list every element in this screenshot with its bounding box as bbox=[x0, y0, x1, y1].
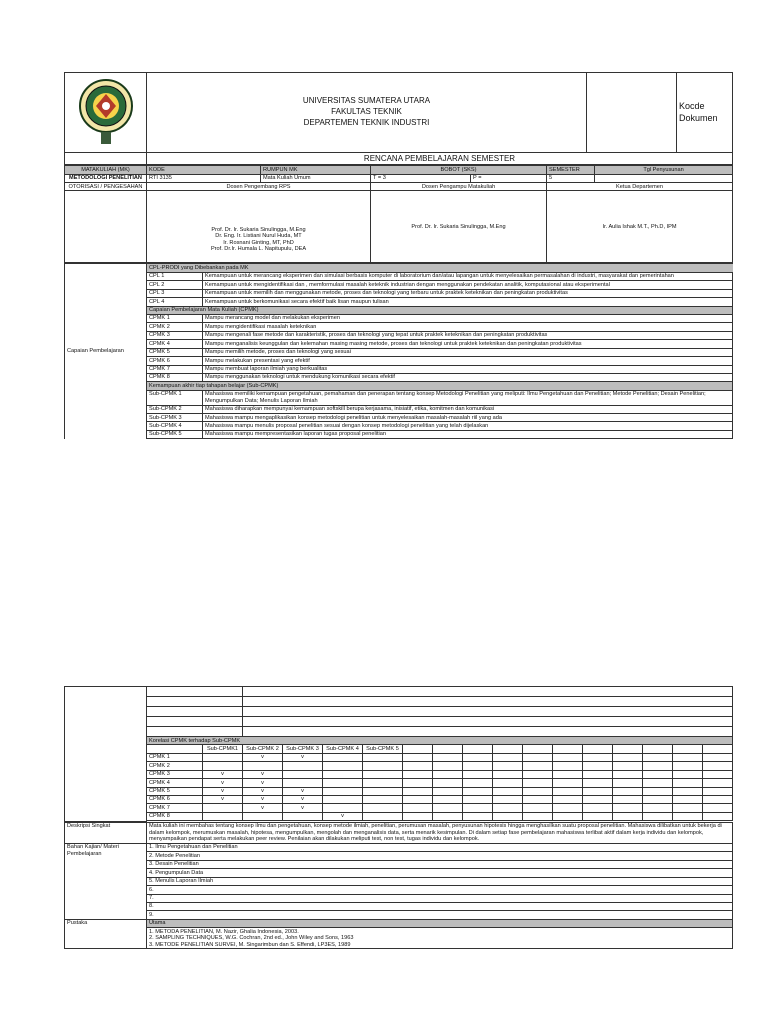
institution-title bbox=[147, 73, 587, 153]
rps-page-1 bbox=[64, 72, 732, 439]
sub-cpmk-code: Sub-CPMK 1 bbox=[147, 390, 203, 405]
sub-cpmk-text: Mahasiswa mampu mengaplikasikan konsep metodologi penelitian untuk menyelesaikan masalah-masalah riil yang ada bbox=[203, 414, 733, 422]
ketua-header: Ketua Departemen bbox=[547, 183, 733, 191]
korelasi-row bbox=[65, 770, 733, 778]
university-name: UNIVERSITAS SUMATERA UTARA bbox=[302, 96, 431, 106]
bahan-item: 5. Menulis Laporan Ilmiah bbox=[147, 877, 733, 885]
course-group: Mata Kuliah Umum bbox=[261, 174, 371, 182]
korelasi-check bbox=[203, 753, 243, 761]
cpmk-text: Mampu membuat laporan ilmiah yang berkualitas bbox=[203, 365, 733, 373]
cpmk-code: CPMK 3 bbox=[147, 331, 203, 339]
korelasi-check: v bbox=[243, 804, 283, 812]
korelasi-row-label: CPMK 2 bbox=[147, 762, 203, 770]
korelasi-check bbox=[203, 812, 243, 820]
sub-cpmk-section-header: Kemampuan akhir tiap tahapan belajar (Sub-CPMK) bbox=[147, 382, 733, 390]
matakuliah-header: MATAKULIAH (MK) bbox=[65, 166, 147, 174]
cpmk-section-header: Capaian Pembelajaran Mata Kuliah (CPMK) bbox=[147, 306, 733, 314]
course-code: RTI 3135 bbox=[147, 174, 261, 182]
korelasi-check bbox=[243, 762, 283, 770]
capaian-table bbox=[64, 263, 733, 439]
semester-header: SEMESTER bbox=[547, 166, 595, 174]
bahan-label: Bahan Kajian/ Materi Pembelajaran bbox=[65, 843, 147, 919]
korelasi-check bbox=[323, 770, 363, 778]
cpmk-code: CPMK 5 bbox=[147, 348, 203, 356]
pengembang-header: Dosen Pengembang RPS bbox=[147, 183, 371, 191]
korelasi-check bbox=[323, 779, 363, 787]
korelasi-check bbox=[243, 812, 283, 820]
cpl-code: CPL 3 bbox=[147, 289, 203, 297]
sub-cpmk-text: Mahasiswa mampu mempresentasikan laporan tugas proposal penelitian bbox=[203, 430, 733, 438]
korelasi-row bbox=[65, 787, 733, 795]
cpl-section-header: CPL-PRODI yang Dibebankan pada MK bbox=[147, 264, 733, 272]
korelasi-check: v bbox=[283, 804, 323, 812]
usu-logo-icon bbox=[74, 76, 138, 146]
korelasi-col-header: Sub-CPMK1 bbox=[203, 745, 243, 753]
korelasi-check: v bbox=[243, 770, 283, 778]
korelasi-check: v bbox=[243, 753, 283, 761]
cpmk-text: Mampu mengenali fase metode dan karakteristik, proses dan teknologi yang tepat untuk praktek keteknikan dan peningkatan produktivitas bbox=[203, 331, 733, 339]
sks-theory: T = 3 bbox=[371, 174, 471, 182]
korelasi-check bbox=[363, 762, 403, 770]
deskripsi-label: Deskripsi Singkat bbox=[65, 822, 147, 843]
korelasi-row-label: CPMK 8 bbox=[147, 812, 203, 820]
korelasi-row bbox=[65, 804, 733, 812]
sks-practice: P = bbox=[471, 174, 547, 182]
cpmk-text: Mampu menganalisis keunggulan dan kelemahan masing masing metode, proses dan teknologi untuk praktek keteknikan dan peningkatan produktivitas bbox=[203, 340, 733, 348]
pustaka-item: 3. METODE PENELITIAN SURVEI, M. Singarimbun dan S. Effendi, LP3ES, 1989 bbox=[149, 941, 351, 948]
korelasi-check bbox=[363, 770, 403, 778]
deskripsi-text: Mata kuliah ini membahas tentang konsep ilmu dan pengetahuan, konsep metode ilmiah, penelitian, perumusan masalah, penyusunan hipotesis hingga menghasilkan suatu proposal penelitian. Mahasiswa dilibatkan untuk bekerja di dalam kelompok, merumuskan masalah, hipotesa, mengumpulkan, mengolah dan menganalisis data, serta menarik kesimpulan. Di dalam setiap fase pembelajaran mahasiswa terlibat aktif dalam kerja individu dan kelompok, menyampaikan pendapat serta melakukan peer review. Penilaian akan dilakukan meliputi test, non test, tugas individu dan kelompok. bbox=[147, 822, 733, 843]
document-code-label: Kocde Dokumen bbox=[677, 73, 733, 153]
korelasi-row-label: CPMK 6 bbox=[147, 795, 203, 803]
korelasi-check bbox=[283, 770, 323, 778]
korelasi-check bbox=[363, 787, 403, 795]
header-table bbox=[64, 72, 733, 165]
tgl-value bbox=[595, 174, 733, 182]
cpl-code: CPL 4 bbox=[147, 298, 203, 306]
korelasi-check: v bbox=[243, 779, 283, 787]
korelasi-check bbox=[203, 762, 243, 770]
korelasi-check bbox=[323, 753, 363, 761]
korelasi-check bbox=[283, 762, 323, 770]
kode-header: KODE bbox=[147, 166, 261, 174]
korelasi-check: v bbox=[283, 787, 323, 795]
semester-value: 5 bbox=[547, 174, 595, 182]
korelasi-check bbox=[323, 795, 363, 803]
korelasi-check: v bbox=[243, 787, 283, 795]
pengembang-name: Ir. Rosnani Ginting, MT, PhD bbox=[223, 239, 294, 246]
sub-cpmk-text: Mahasiswa diharapkan mempunyai kemampuan softskill berupa kerjasama, inisiatif, etika, komitmen dan komunikasi bbox=[203, 405, 733, 413]
korelasi-row bbox=[65, 795, 733, 803]
korelasi-check: v bbox=[203, 770, 243, 778]
otorisasi-label: OTORISASI / PENGESAHAN bbox=[65, 183, 147, 191]
sub-cpmk-text: Mahasiswa mampu menulis proposal penelitian sesuai dengan konsep metodologi penelitian yang telah dijelaskan bbox=[203, 422, 733, 430]
korelasi-check bbox=[203, 804, 243, 812]
korelasi-check: v bbox=[243, 795, 283, 803]
korelasi-check: v bbox=[283, 753, 323, 761]
cpmk-code: CPMK 2 bbox=[147, 323, 203, 331]
pustaka-utama: Utama bbox=[147, 919, 733, 927]
bahan-item: 8. bbox=[147, 902, 733, 910]
cpmk-text: Mampu melakukan presentasi yang efektif bbox=[203, 357, 733, 365]
korelasi-check bbox=[323, 762, 363, 770]
bahan-item: 9. bbox=[147, 911, 733, 919]
cpmk-text: Mampu memilih metode, proses dan teknologi yang sesuai bbox=[203, 348, 733, 356]
korelasi-row bbox=[65, 753, 733, 761]
continuation-table bbox=[64, 686, 733, 822]
korelasi-check bbox=[363, 804, 403, 812]
pengembang-name: Prof. Dr.Ir. Humala L. Napitupulu, DEA bbox=[210, 246, 307, 253]
cpmk-code: CPMK 6 bbox=[147, 357, 203, 365]
cpmk-text: Mampu menggunakan teknologi untuk mendukung komunikasi secara efektif bbox=[203, 373, 733, 381]
pengembang-name: Dr. Eng. Ir. Listiani Nurul Huda, MT bbox=[215, 233, 302, 240]
faculty-name: FAKULTAS TEKNIK bbox=[331, 107, 402, 117]
blank-header-cell bbox=[587, 73, 677, 153]
korelasi-check: v bbox=[203, 779, 243, 787]
pustaka-item: 2. SAMPLING TECHNIQUES, W.G. Cochran, 2nd ed., John Wiley and Sons, 1963 bbox=[149, 935, 354, 942]
bahan-item: 6. bbox=[147, 886, 733, 894]
korelasi-row bbox=[65, 779, 733, 787]
korelasi-row-label: CPMK 3 bbox=[147, 770, 203, 778]
bobot-header: BOBOT (SKS) bbox=[371, 166, 547, 174]
sub-cpmk-code: Sub-CPMK 3 bbox=[147, 414, 203, 422]
usu-logo-cell bbox=[65, 73, 147, 153]
document-title: RENCANA PEMBELAJARAN SEMESTER bbox=[147, 153, 733, 165]
cpl-text: Kemampuan untuk memilih dan menggunakan metode, proses dan teknologi yang terbaru untuk praktek keteknikan dan peningkatan produktivitas bbox=[203, 289, 733, 297]
korelasi-header: Korelasi CPMK terhadap Sub-CPMK bbox=[147, 737, 733, 745]
pustaka-list bbox=[147, 928, 733, 949]
korelasi-check: v bbox=[323, 812, 363, 820]
sub-cpmk-code: Sub-CPMK 4 bbox=[147, 422, 203, 430]
korelasi-check bbox=[363, 812, 403, 820]
rumpun-header: RUMPUN MK bbox=[261, 166, 371, 174]
rps-page-2 bbox=[64, 686, 732, 949]
cpmk-text: Mampu merancang model dan melakukan eksperimen bbox=[203, 314, 733, 322]
korelasi-check bbox=[283, 812, 323, 820]
cpl-text: Kemampuan untuk mengidentifikasi dan , memformulasi masalah keteknik industrian dengan menggunakan pendekatan analitik, komputasional atau eksperimental bbox=[203, 281, 733, 289]
korelasi-check bbox=[363, 795, 403, 803]
cpl-text: Kemampuan untuk berkomunikasi secara efektif baik lisan maupun tulisan bbox=[203, 298, 733, 306]
cpmk-code: CPMK 1 bbox=[147, 314, 203, 322]
pengampu-header: Dosen Pengampu Matakuliah bbox=[371, 183, 547, 191]
korelasi-row-label: CPMK 5 bbox=[147, 787, 203, 795]
capaian-label: Capaian Pembelajaran bbox=[65, 264, 147, 439]
bahan-item: 2. Metode Penelitian bbox=[147, 852, 733, 860]
korelasi-check: v bbox=[203, 787, 243, 795]
department-name: DEPARTEMEN TEKNIK INDUSTRI bbox=[303, 117, 430, 127]
bahan-item: 1. Ilmu Pengetahuan dan Penelitian bbox=[147, 843, 733, 851]
korelasi-col-header: Sub-CPMK 4 bbox=[323, 745, 363, 753]
cpmk-text: Mampu mengidentifikasi masalah keteknikan bbox=[203, 323, 733, 331]
course-name: METODOLOGI PENELITIAN bbox=[65, 174, 147, 182]
korelasi-check bbox=[323, 804, 363, 812]
korelasi-row-label: CPMK 4 bbox=[147, 779, 203, 787]
korelasi-row-label: CPMK 7 bbox=[147, 804, 203, 812]
tgl-header: Tgl Penyusunan bbox=[595, 166, 733, 174]
cpl-code: CPL 1 bbox=[147, 272, 203, 280]
cpl-code: CPL 2 bbox=[147, 281, 203, 289]
sub-cpmk-text: Mahasiswa memiliki kemampuan pengetahuan, pemahaman dan penerapan tentang konsep Metodologi Penelitian yang meliputi: Ilmu Pengetahuan dan Penelitian; Metode Penelitian; Desain Penelitian; Mengumpulkan Data; Menulis Laporan Ilmiah bbox=[203, 390, 733, 405]
cpmk-code: CPMK 8 bbox=[147, 373, 203, 381]
pengampu-name: Prof. Dr. Ir. Sukaria Sinulingga, M.Eng bbox=[371, 191, 547, 263]
korelasi-row bbox=[65, 762, 733, 770]
korelasi-col-header: Sub-CPMK 5 bbox=[363, 745, 403, 753]
cpmk-code: CPMK 7 bbox=[147, 365, 203, 373]
sub-cpmk-code: Sub-CPMK 5 bbox=[147, 430, 203, 438]
korelasi-row bbox=[65, 812, 733, 820]
bahan-item: 7. bbox=[147, 894, 733, 902]
korelasi-col-header: Sub-CPMK 3 bbox=[283, 745, 323, 753]
korelasi-check bbox=[363, 779, 403, 787]
bahan-item: 3. Desain Penelitian bbox=[147, 860, 733, 868]
course-info-table bbox=[64, 165, 733, 263]
cpl-text: Kemampuan untuk merancang eksperimen dan simulasi berbasis komputer di laboratorium dan/atau lapangan untuk menyelesaikan permasalahan di industri, masyarakat dan pemerintahan bbox=[203, 272, 733, 280]
detail-table bbox=[64, 822, 733, 950]
cpmk-code: CPMK 4 bbox=[147, 340, 203, 348]
korelasi-col-header: Sub-CPMK 2 bbox=[243, 745, 283, 753]
korelasi-row-label: CPMK 1 bbox=[147, 753, 203, 761]
pengembang-name: Prof. Dr. Ir. Sukaria Sinulingga, M.Eng bbox=[211, 226, 306, 233]
pustaka-item: 1. METODA PENELITIAN, M. Nazir, Ghalia Indonesia, 2003. bbox=[149, 928, 299, 935]
korelasi-check: v bbox=[203, 795, 243, 803]
ketua-name: Ir. Aulia Ishak M.T., Ph.D, IPM bbox=[547, 191, 733, 263]
korelasi-check bbox=[363, 753, 403, 761]
pengembang-names bbox=[147, 191, 371, 263]
sub-cpmk-code: Sub-CPMK 2 bbox=[147, 405, 203, 413]
korelasi-check bbox=[323, 787, 363, 795]
korelasi-check bbox=[283, 779, 323, 787]
korelasi-check: v bbox=[283, 795, 323, 803]
bahan-item: 4. Pengumpulan Data bbox=[147, 869, 733, 877]
pustaka-label: Pustaka bbox=[65, 919, 147, 949]
